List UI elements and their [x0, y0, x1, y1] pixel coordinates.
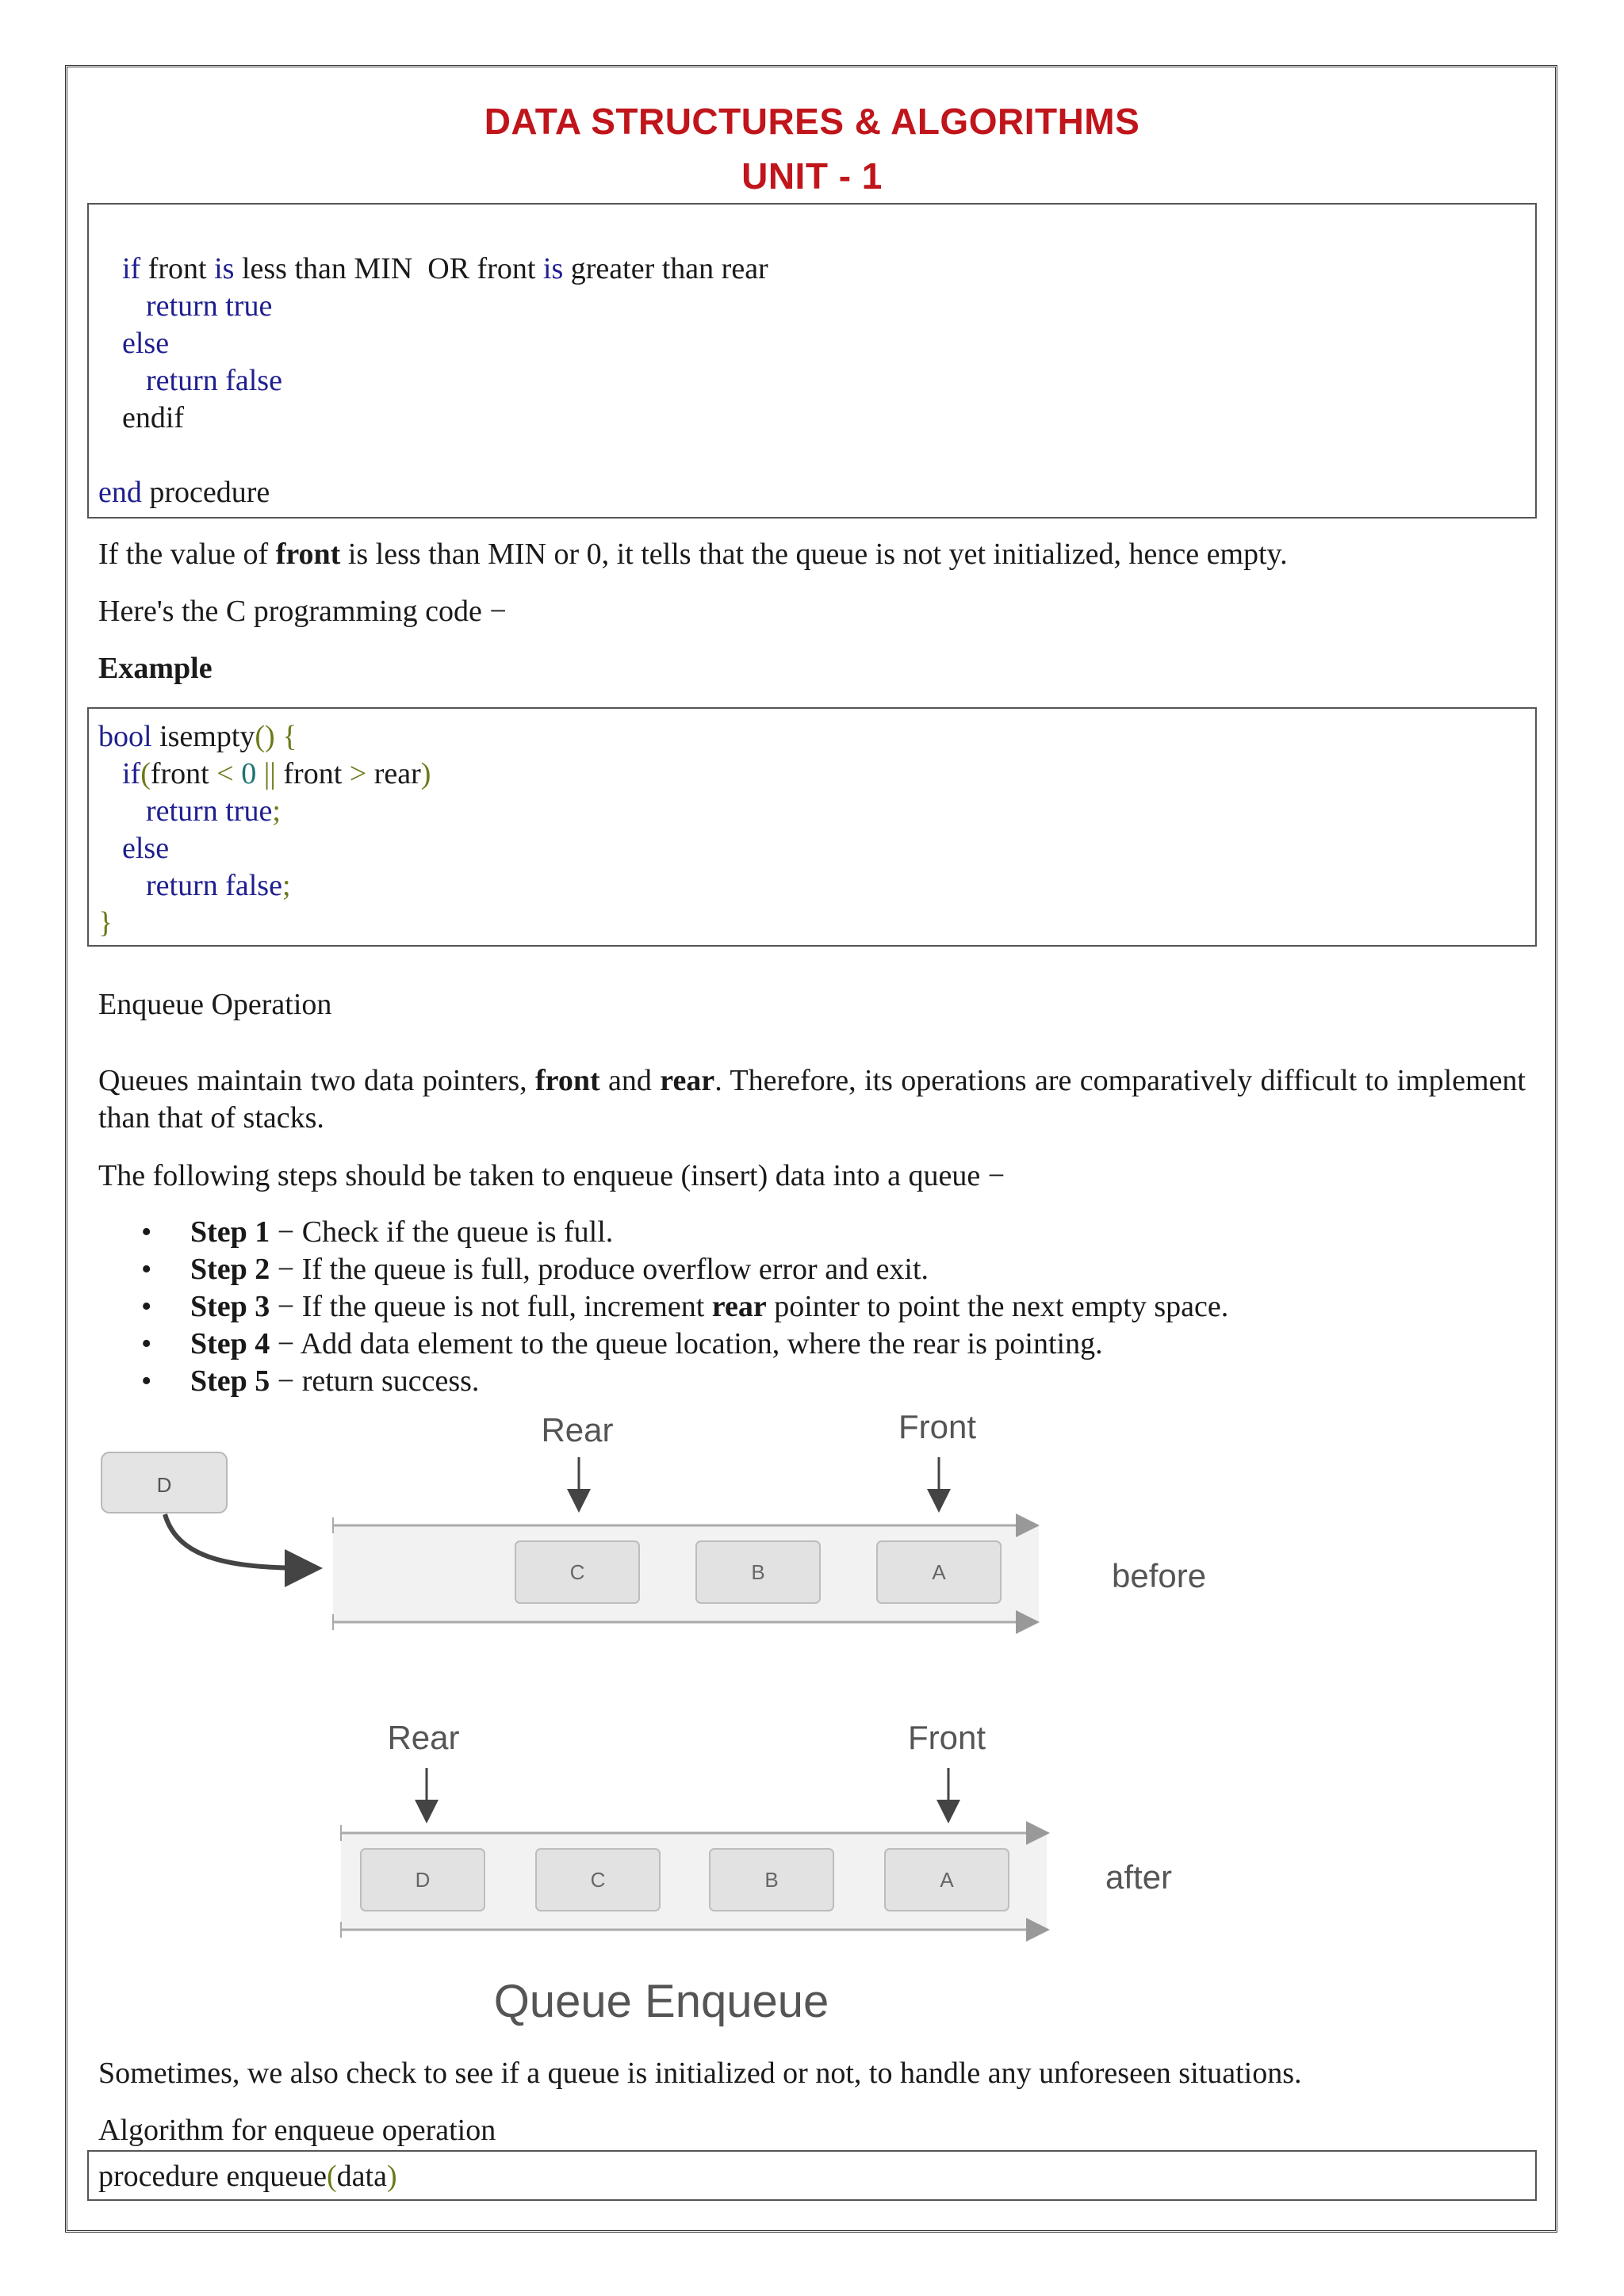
after-slot-label: B [764, 1868, 779, 1892]
step-item: Step 3 − If the queue is not full, increment rear pointer to point the next empty space. [190, 1290, 1229, 1323]
c-line-if: if(front < 0 || front > rear) [122, 757, 431, 790]
enqueue-heading: Enqueue Operation [98, 988, 332, 1021]
unit-label: UNIT - 1 [741, 155, 883, 197]
step-item: Step 5 − return success. [190, 1364, 480, 1398]
c-line-return-false: return false; [146, 869, 291, 902]
before-rear-label: Rear [541, 1411, 614, 1448]
algorithm-box [87, 2150, 1537, 2201]
bullet: • [141, 1364, 152, 1398]
paragraph-pointers: Queues maintain two data pointers, front and rear. Therefore, its operations are comparatively difficult to implement than that of stacks. [98, 1064, 1526, 1135]
c-line-return-true: return true; [146, 794, 281, 828]
algorithm-procedure-line: procedure enqueue(data) [98, 2160, 397, 2193]
algorithm-heading: Algorithm for enqueue operation [98, 2114, 496, 2147]
step-item: Step 4 − Add data element to the queue location, where the rear is pointing. [190, 1327, 1103, 1360]
pseudo-line-endif: endif [122, 401, 185, 434]
bullet: • [141, 1215, 152, 1249]
pseudo-line-return-true: return true [146, 289, 273, 323]
paragraph-steps-intro: The following steps should be taken to enqueue (insert) data into a queue − [98, 1159, 1005, 1192]
example-heading: Example [98, 652, 213, 685]
paragraph-front-empty: If the value of front is less than MIN or 0, it tells that the queue is not yet initialized, hence empty. [98, 538, 1288, 571]
before-front-label: Front [898, 1408, 977, 1445]
document-title: DATA STRUCTURES & ALGORITHMS [484, 101, 1140, 142]
c-line-signature: bool isempty() { [98, 720, 297, 753]
after-slot-label: C [590, 1868, 606, 1892]
insert-arrow [165, 1514, 313, 1568]
before-label: before [1112, 1557, 1207, 1594]
c-line-else: else [122, 832, 170, 865]
after-front-label: Front [907, 1719, 986, 1756]
after-slot-label: A [940, 1868, 954, 1892]
after-rear-label: Rear [387, 1719, 460, 1756]
after-slot-label: D [415, 1868, 431, 1892]
bullet: • [141, 1253, 152, 1286]
before-slot-label: C [569, 1560, 585, 1584]
pseudo-line-end-procedure: end procedure [98, 476, 270, 509]
pseudo-line-if: if front is less than MIN OR front is greater than rear [122, 252, 768, 285]
paragraph-initialized-check: Sometimes, we also check to see if a queue is initialized or not, to handle any unforeseen situations. [98, 2057, 1302, 2090]
new-item-label: D [156, 1473, 172, 1497]
paragraph-c-code-intro: Here's the C programming code − [98, 595, 507, 628]
pseudo-line-else: else [122, 327, 170, 360]
bullet: • [141, 1290, 152, 1323]
before-slot-label: A [932, 1560, 946, 1584]
bullet: • [141, 1327, 152, 1360]
before-slot-label: B [751, 1560, 765, 1584]
c-line-close-brace: } [98, 906, 113, 939]
step-item: Step 2 − If the queue is full, produce overflow error and exit. [190, 1253, 929, 1286]
diagram-caption: Queue Enqueue [493, 1976, 829, 2027]
pseudo-line-return-false: return false [146, 364, 282, 397]
after-label: after [1105, 1858, 1173, 1896]
step-item: Step 1 − Check if the queue is full. [190, 1215, 614, 1249]
